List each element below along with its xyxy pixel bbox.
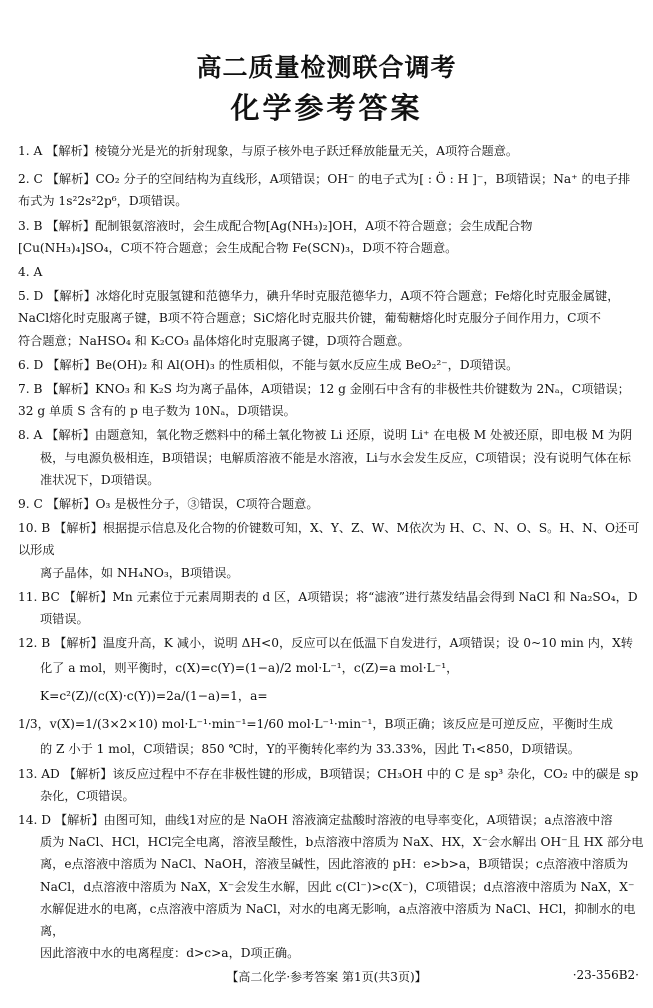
answer-line: 14. D 【解析】由图可知，曲线1对应的是 NaOH 溶液滴定盐酸时溶液的电导率变化，A项错误；a点溶液中溶 xyxy=(18,813,613,828)
answer-line: 的 Z 小于 1 mol，C项错误；850 ℃时，Y的平衡转化率约为 33.33%，因此 T₁<850，D项错误。 xyxy=(40,742,581,757)
footer-page-info: 【高二化学·参考答案 第1页(共3页)】 xyxy=(226,970,427,984)
answer-line: 杂化，C项错误。 xyxy=(40,788,135,803)
answer-item xyxy=(18,354,650,376)
answer-item xyxy=(18,285,650,352)
answer-line: 符合题意；NaHSO₄ 和 K₂CO₃ 晶体熔化时克服离子键，D项符合题意。 xyxy=(18,333,410,348)
answer-line: 32 g 单质 S 含有的 p 电子数为 10Nₐ，D项错误。 xyxy=(18,404,296,419)
answer-item xyxy=(18,632,650,760)
answer-item xyxy=(18,586,650,630)
answer-item xyxy=(18,809,650,964)
answer-line: 2. C 【解析】CO₂ 分子的空间结构为直线形，A项错误；OH⁻ 的电子式为[ : Ö : H ]⁻，B项错误；Na⁺ 的电子排 xyxy=(18,172,631,187)
answer-item xyxy=(18,424,650,491)
answer-line: 3. B 【解析】配制银氨溶液时，会生成配合物[Ag(NH₃)₂]OH，A项不符合题意；会生成配合物 xyxy=(18,218,533,233)
answer-item xyxy=(18,493,650,515)
answer-line: 极，与电源负极相连，B项错误；电解质溶液不能是水溶液，Li与水会发生反应，C项错误；没有说明气体在标 xyxy=(40,450,631,465)
answer-item xyxy=(18,261,650,283)
answer-line: 1. A 【解析】棱镜分光是光的折射现象，与原子核外电子跃迁释放能量无关，A项符合题意。 xyxy=(18,144,519,158)
answer-line: 离，e点溶液中溶质为 NaCl、NaOH，溶液呈碱性，因此溶液的 pH：e>b>a，B项错误；c点溶液中溶质为 xyxy=(40,857,629,872)
page-title-line2: 化学参考答案 xyxy=(230,91,423,125)
answer-item xyxy=(18,763,650,807)
answer-line: [Cu(NH₃)₄]SO₄，C项不符合题意；会生成配合物 Fe(SCN)₃，D项不符合题意。 xyxy=(18,240,458,255)
answer-line: 质为 NaCl、HCl，HCl完全电离，溶液呈酸性，b点溶液中溶质为 NaX、HX，X⁻会水解出 OH⁻且 HX 部分电 xyxy=(40,835,644,850)
answer-line: 4. A xyxy=(18,265,43,280)
answer-line: 离子晶体，如 NH₄NO₃，B项错误。 xyxy=(40,565,239,580)
answer-line: 11. BC 【解析】Mn 元素位于元素周期表的 d 区，A项错误；将“滤液”进行蒸发结晶会得到 NaCl 和 Na₂SO₄，D xyxy=(18,589,638,604)
answer-item xyxy=(18,168,650,212)
answer-item xyxy=(18,140,650,162)
answer-line: NaCl，d点溶液中溶质为 NaX，X⁻会发生水解，因此 c(Cl⁻)>c(X⁻)，C项错误；d点溶液中溶质为 NaX，X⁻ xyxy=(40,879,635,894)
answer-line: 化了 a mol，则平衡时，c(X)=c(Y)=(1−a)/2 mol·L⁻¹，c(Z)=a mol·L⁻¹，K=c²(Z)/(c(X)·c(Y))=2a/(1−a)=1，a= xyxy=(40,661,459,704)
answer-line: 8. A 【解析】由题意知，氧化物乏燃料中的稀土氧化物被 Li 还原，说明 Li⁺ 在电极 M 处被还原，即电极 M 为阴 xyxy=(18,428,633,443)
answer-line: 5. D 【解析】冰熔化时克服氢键和范德华力，碘升华时克服范德华力，A项不符合题意；Fe熔化时克服金属键， xyxy=(18,289,620,304)
footer-code: ·23-356B2· xyxy=(572,968,639,982)
answer-line: 布式为 1s²2s²2p⁶，D项错误。 xyxy=(18,194,188,209)
answer-line: 7. B 【解析】KNO₃ 和 K₂S 均为离子晶体，A项错误；12 g 金刚石中含有的非极性共价键数为 2Nₐ，C项错误； xyxy=(18,382,630,397)
answer-line: 项错误。 xyxy=(40,612,89,627)
answer-line: 12. B 【解析】温度升高，K 减小，说明 ΔH<0，反应可以在低温下自发进行，A项错误；设 0~10 min 内，X转 xyxy=(18,636,633,651)
answer-item xyxy=(18,215,650,259)
answer-line: 准状况下，D项错误。 xyxy=(40,472,160,487)
answer-item xyxy=(18,517,650,584)
answer-line: 因此溶液中水的电离程度：d>c>a，D项正确。 xyxy=(40,946,300,961)
answer-list xyxy=(18,140,650,965)
answer-item xyxy=(18,378,650,422)
answer-line: 水解促进水的电离，c点溶液中溶质为 NaCl，对水的电离无影响，a点溶液中溶质为 NaCl、HCl，抑制水的电离， xyxy=(40,901,636,939)
answer-line: 9. C 【解析】O₃ 是极性分子，③错误，C项符合题意。 xyxy=(18,497,319,512)
page-title-line1: 高二质量检测联合调考 xyxy=(196,53,457,82)
answer-line: 1/3，v(X)=1/(3×2×10) mol·L⁻¹·min⁻¹=1/60 mol·L⁻¹·min⁻¹，B项正确；该反应是可逆反应，平衡时生成 xyxy=(18,717,613,732)
answer-line: NaCl熔化时克服离子键，B项不符合题意；SiC熔化时克服共价键，葡萄糖熔化时克服分子间作用力，C项不 xyxy=(18,311,601,326)
answer-line: 10. B 【解析】根据提示信息及化合物的价键数可知，X、Y、Z、W、M依次为 H、C、N、O、S。H、N、O还可以形成 xyxy=(18,521,640,558)
answer-line: 13. AD 【解析】该反应过程中不存在非极性键的形成，B项错误；CH₃OH 中的 C 是 sp³ 杂化，CO₂ 中的碳是 sp xyxy=(18,766,639,781)
answer-line: 6. D 【解析】Be(OH)₂ 和 Al(OH)₃ 的性质相似，不能与氨水反应生成 BeO₂²⁻，D项错误。 xyxy=(18,357,519,372)
